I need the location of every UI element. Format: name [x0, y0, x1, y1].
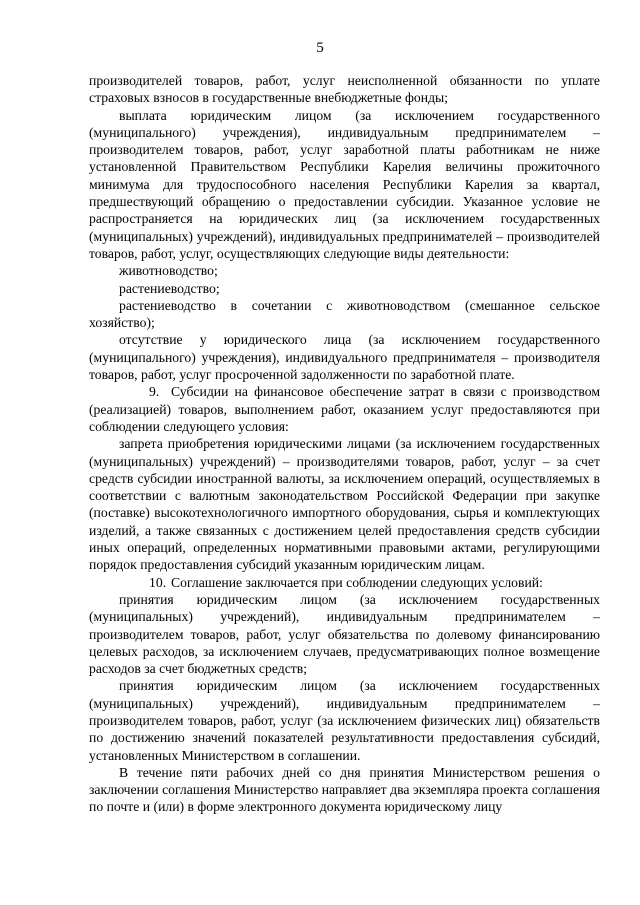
- paragraph-8-text: запрета приобретения юридическими лицами (за исключением государственных (муниципальных) учреждений) – производителями товаров, работ, услуг – за счет средств субсидии иностранной валюты, за исключением операций, осуществляемых в соответствии с валютным законодательством Российской Федерации при закупке (поставке) высокотехнологичного импортного оборудования, сырья и комплектующих изделий, а также связанных с достижением целей предоставления средств субсидии иных операций, определенных нормативными правовыми актами, регулирующими порядок предоставления субсидий указанным юридическим лицам.: [89, 436, 600, 573]
- clause-number-9: 9.: [149, 384, 160, 400]
- paragraph-9: [89, 574, 600, 591]
- paragraph-11: [89, 677, 600, 763]
- paragraph-11-text: принятия юридическим лицом (за исключением государственных (муниципальных) учреждений), индивидуальным предпринимателем – производителем товаров, работ, услуг (за исключением физических лиц) обязательств по достижению значений показателей результативности предоставления субсидий, установленных Министерством в соглашении.: [89, 678, 600, 763]
- page-number: 5: [316, 40, 324, 56]
- paragraph-5: [89, 297, 600, 332]
- paragraph-7: [89, 383, 600, 435]
- paragraph-3: [89, 262, 600, 279]
- document-body: [89, 72, 600, 816]
- paragraph-3-text: животноводство;: [119, 263, 218, 279]
- paragraph-8: [89, 435, 600, 573]
- paragraph-5-text: растениеводство в сочетании с животноводством (смешанное сельское хозяйство);: [89, 297, 600, 331]
- paragraph-10-text: принятия юридическим лицом (за исключением государственных (муниципальных) учреждений), индивидуальным предпринимателем – производителем товаров, работ, услуг обязательства по долевому финансированию целевых расходов, за исключением случаев, предусматривающих полное возмещение расходов за счет бюджетных средств;: [89, 591, 600, 677]
- paragraph-4: [89, 280, 600, 297]
- paragraph-1: [89, 72, 600, 107]
- paragraph-6-text: отсутствие у юридического лица (за исключением государственного (муниципального) учреждения), индивидуального предпринимателя – производителя товаров, работ, услуг просроченной задолженности по заработной плате.: [89, 332, 600, 383]
- paragraph-1-text: производителей товаров, работ, услуг неисполненной обязанности по уплате страховых взносов в государственные внебюджетные фонды;: [89, 73, 600, 106]
- paragraph-12: [89, 764, 600, 816]
- paragraph-9-text: Соглашение заключается при соблюдении следующих условий:: [171, 574, 543, 590]
- clause-number-10: 10.: [149, 574, 167, 590]
- paragraph-4-text: растениеводство;: [119, 280, 220, 296]
- paragraph-7-text: Субсидии на финансовое обеспечение затрат в связи с производством (реализацией) товаров, выполнением работ, оказанием услуг предоставляются при соблюдении следующего условия:: [89, 384, 600, 434]
- paragraph-10: [89, 591, 600, 677]
- paragraph-12-text: В течение пяти рабочих дней со дня принятия Министерством решения о заключении соглашения Министерство направляет два экземпляра проекта соглашения по почте и (или) в форме электронного документа юридическому лицу: [89, 764, 600, 815]
- paragraph-6: [89, 331, 600, 383]
- paragraph-2: [89, 107, 600, 263]
- paragraph-2-text: выплата юридическим лицом (за исключением государственного (муниципального) учреждения), индивидуальным предпринимателем – производителем товаров, работ, услуг заработной платы работникам не ниже установленной Правительством Республики Карелия величины прожиточного минимума для трудоспособного населения Республики Карелия за квартал, предшествующий обращению о предоставлении субсидии. Указанное условие не распространяется на юридических лиц (за исключением государственных (муниципальных) учреждений), индивидуальных предпринимателей – производителей товаров, работ, услуг, осуществляющих следующие виды деятельности:: [89, 107, 600, 261]
